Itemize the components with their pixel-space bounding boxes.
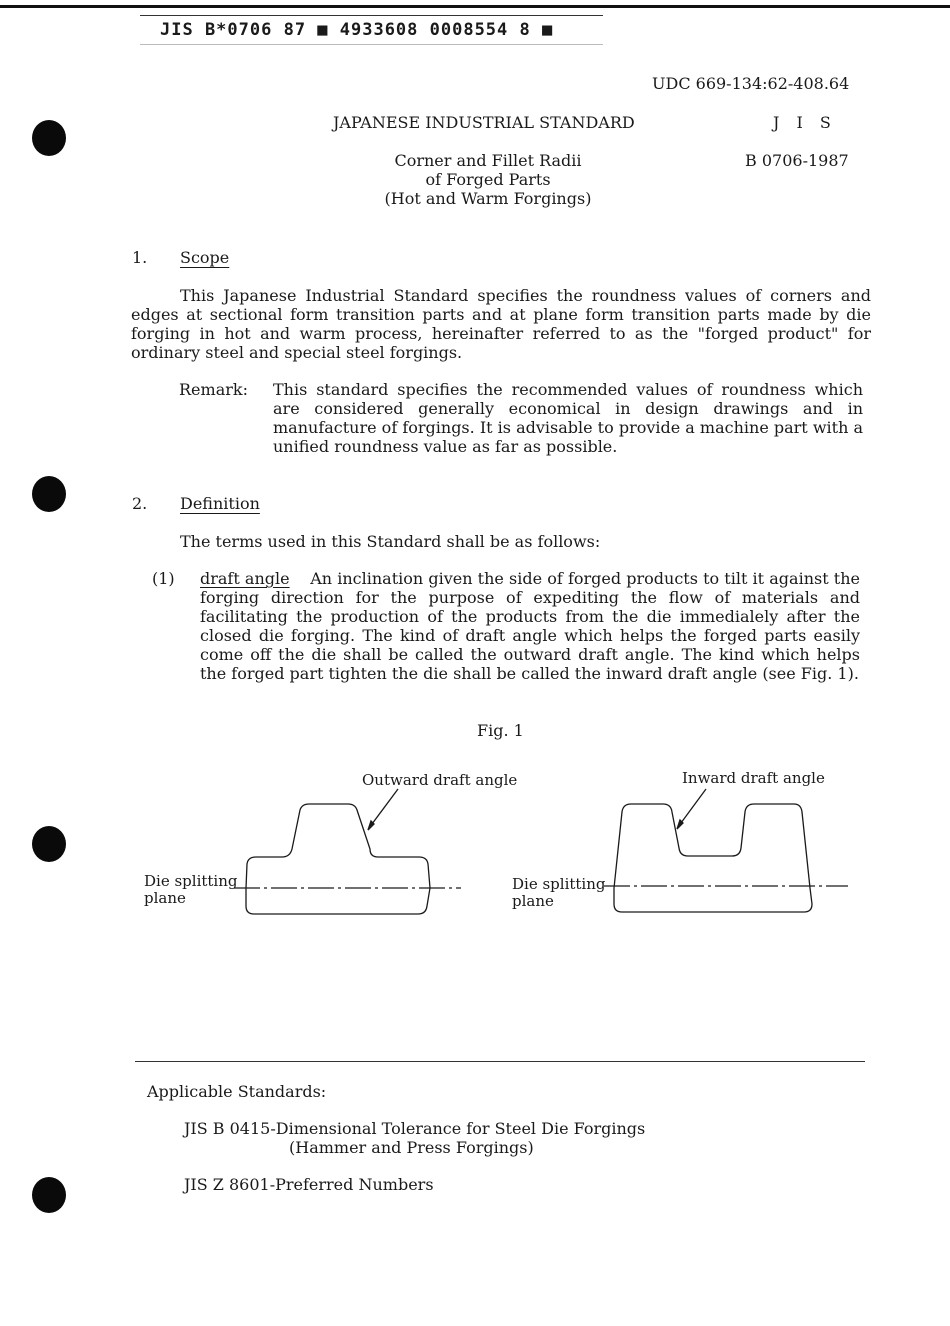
right-die-splitting-plane-label [512, 876, 605, 910]
punch-hole-2 [32, 476, 66, 512]
left-die-splitting-plane-label [144, 873, 237, 907]
standard-organization: JAPANESE INDUSTRIAL STANDARD [333, 113, 635, 132]
definition-item-number: (1) [152, 569, 175, 588]
document-title [360, 151, 616, 208]
applicable-standard-z8601: JIS Z 8601-Preferred Numbers [184, 1175, 434, 1194]
document-code: JIS B*0706 87 ■ 4933608 0008554 8 ■ [160, 20, 554, 40]
title-line-1: Corner and Fillet Radii [394, 151, 582, 170]
scope-body: This Japanese Industrial Standard specifies the roundness values of corners and edges at sectional form transition parts and at plane form transition parts made by die forging in hot and warm process, hereinafter referred to as the "forged product" for ordinary steel and special steel forgings. [131, 286, 871, 362]
right-plane-label-line-2: plane [512, 892, 554, 910]
header-code-top-rule [140, 15, 603, 16]
scope-heading: Scope [180, 248, 230, 267]
definition-heading: Definition [180, 494, 260, 513]
footnote-divider [135, 1061, 865, 1062]
remark-label: Remark: [179, 380, 248, 399]
left-plane-label-line-1: Die splitting [144, 872, 238, 890]
udc-number: UDC 669-134:62-408.64 [652, 74, 850, 93]
draft-angle-spacer [290, 569, 311, 588]
remark-text: This standard specifies the recommended values of roundness which are considered generally economical in design drawings and in manufacture of forgings. It is advisable to provide a machine part with a unified roundness value as far as possible. [273, 380, 863, 456]
punch-hole-1 [32, 120, 66, 156]
right-forging-outline [614, 804, 812, 912]
applicable-standard-b0415: JIS B 0415-Dimensional Tolerance for Steel Die Forgings [184, 1119, 646, 1138]
right-plane-label-line-1: Die splitting [512, 875, 606, 893]
standard-number: B 0706-1987 [745, 151, 849, 170]
jis-mark: J I S [773, 113, 837, 132]
draft-angle-description: An inclination given the side of forged products to tilt it against the forging direction for the purpose of expediting the flow of materials and facilitating the production of the products from the die immedialely after the closed die forging. The kind of draft angle which helps the forged parts easily come off the die shall be called the outward draft angle. The kind which helps the forged part tighten the die shall be called the inward draft angle (see Fig. 1). [200, 569, 860, 683]
inward-draft-angle-label: Inward draft angle [682, 769, 825, 787]
punch-hole-4 [32, 1177, 66, 1213]
header-code-bottom-rule [140, 44, 603, 45]
title-line-3: (Hot and Warm Forgings) [384, 189, 592, 208]
left-leader-line [369, 789, 398, 828]
definition-item-draft-angle [200, 569, 860, 683]
applicable-standards-heading: Applicable Standards: [147, 1082, 327, 1101]
title-line-2: of Forged Parts [425, 170, 551, 189]
applicable-standard-b0415-subtitle: (Hammer and Press Forgings) [289, 1138, 534, 1157]
left-leader-arrowhead [368, 821, 374, 830]
outward-draft-angle-label: Outward draft angle [362, 771, 518, 789]
left-plane-label-line-2: plane [144, 889, 186, 907]
left-forging-outline [246, 804, 430, 914]
right-leader-arrowhead [677, 820, 683, 829]
definition-intro: The terms used in this Standard shall be as follows: [180, 532, 601, 551]
scope-section-number: 1. [132, 248, 148, 267]
definition-section-number: 2. [132, 494, 148, 513]
figure-title: Fig. 1 [477, 721, 524, 740]
draft-angle-term: draft angle [200, 569, 290, 588]
top-border-line [0, 5, 950, 8]
